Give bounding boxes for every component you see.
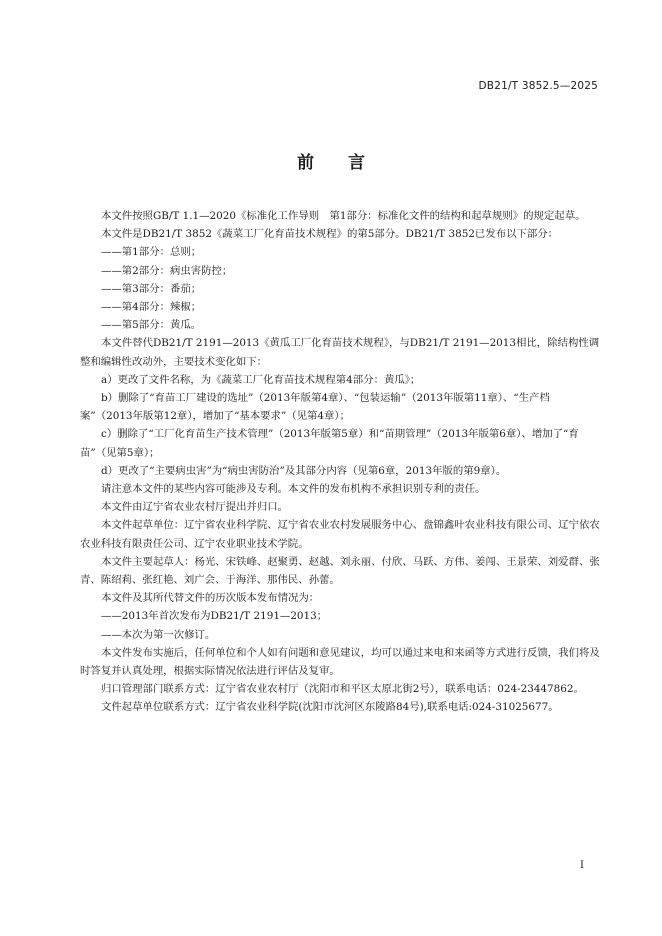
list-item: ——第1部分：总则； bbox=[101, 246, 202, 259]
list-item: ——第5部分：黄瓜。 bbox=[101, 319, 202, 332]
list-item: ——第3部分：番茄； bbox=[101, 282, 202, 295]
list-item: c）删除了“工厂化育苗生产技术管理”（2013年版第5章）和“苗期管理”（2013年版第6章）、增加了“育苗”（见第5章）； bbox=[80, 428, 579, 459]
paragraph: 归口管理部门联系方式：辽宁省农业农村厅（沈阳市和平区太原北街2号），联系电话：024-23447862。 bbox=[101, 683, 584, 696]
paragraph: 请注意本文件的某些内容可能涉及专利。本文件的发布机构不承担识别专利的责任。 bbox=[101, 483, 486, 496]
paragraph: 本文件由辽宁省农业农村厅提出并归口。 bbox=[101, 501, 289, 514]
list-item: ——本次为第一次修订。 bbox=[101, 628, 216, 641]
paragraph: 本文件按照GB/T 1.1—2020《标准化工作导则 第1部分：标准化文件的结构和起草规则》的规定起草。 bbox=[101, 210, 586, 222]
page-title: 前言 bbox=[297, 153, 399, 173]
document-code: DB21/T 3852.5—2025 bbox=[478, 80, 598, 92]
foreword-body bbox=[80, 207, 600, 717]
list-item: a）更改了文件名称，为《蔬菜工厂化育苗技术规程第4部分：黄瓜》； bbox=[101, 373, 421, 386]
list-item: ——第2部分：病虫害防控； bbox=[101, 264, 233, 277]
paragraph: 文件起草单位联系方式：辽宁省农业科学院(沈阳市沈河区东陵路84号),联系电话:024-31025677。 bbox=[101, 701, 559, 714]
paragraph: 本文件发布实施后，任何单位和个人如有问题和意见建议，均可以通过来电和来函等方式进行反馈，我们将及时答复并认真处理，根据实际情况依法进行评估及复审。 bbox=[80, 646, 600, 678]
list-item: d）更改了“主要病虫害”为“病虫害防治”及其部分内容（见第6章，2013年版的第9章）。 bbox=[101, 464, 507, 477]
list-item: ——2013年首次发布为DB21/T 2191—2013； bbox=[101, 610, 328, 623]
page-number: I bbox=[580, 860, 584, 871]
paragraph: 本文件主要起草人：杨光、宋铁峰、赵聚勇、赵越、刘永丽、付欣、马跃、方伟、姜闯、王景荣、刘爱群、张青、陈绍莉、张红艳、刘广会、于海洋、那伟民、孙蕾。 bbox=[80, 555, 600, 587]
paragraph: 本文件起草单位：辽宁省农业科学院、辽宁省农业农村发展服务中心、盘锦鑫叶农业科技有限公司、辽宁依农农业科技有限责任公司、辽宁农业职业技术学院。 bbox=[80, 519, 600, 550]
paragraph: 本文件是DB21/T 3852《蔬菜工厂化育苗技术规程》的第5部分。DB21/T 3852已发布以下部分： bbox=[101, 228, 559, 241]
paragraph: 本文件替代DB21/T 2191—2013《黄瓜工厂化育苗技术规程》，与DB21/T 2191—2013相比，除结构性调整和编辑性改动外，主要技术变化如下： bbox=[80, 337, 600, 368]
paragraph: 本文件及其所代替文件的历次版本发布情况为： bbox=[101, 592, 320, 605]
list-item: b）删除了“育苗工厂建设的选址”（2013年版第4章）、“包装运输”（2013年版第11章）、“生产档案”（2013年版第12章），增加了“基本要求”（见第4章）； bbox=[80, 392, 550, 423]
list-item: ——第4部分：辣椒； bbox=[101, 301, 202, 314]
